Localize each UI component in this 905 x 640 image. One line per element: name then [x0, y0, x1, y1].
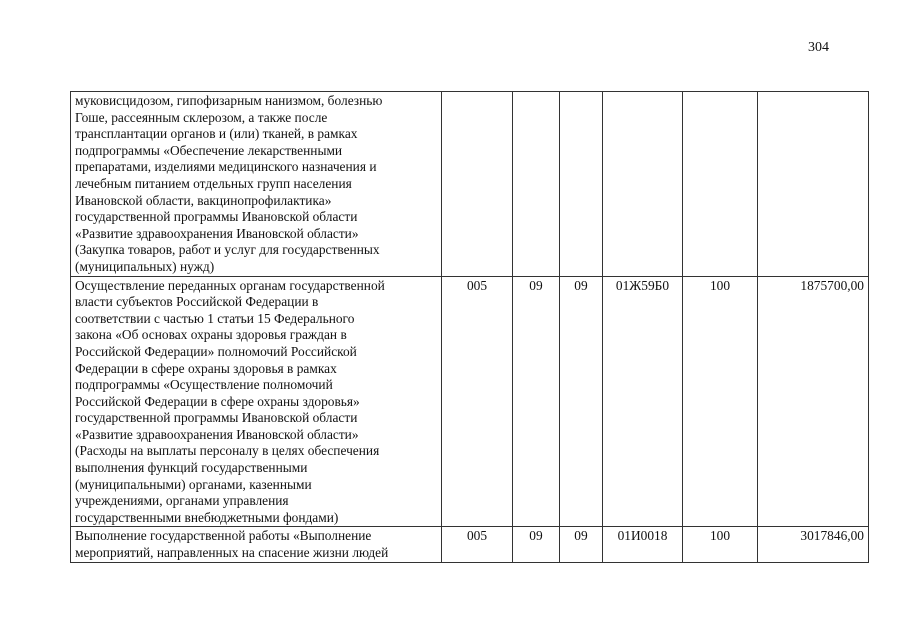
table-row: [71, 276, 869, 527]
description-line: «Развитие здравоохранения Ивановской области»: [75, 426, 359, 442]
subsection-code: [560, 92, 603, 277]
table-row: [71, 92, 869, 277]
description-line: государственной программы Ивановской области: [75, 410, 358, 426]
section-code: 09: [513, 527, 560, 562]
description-line: Выполнение государственной работы «Выполнение: [75, 528, 372, 544]
description-line: (Закупка товаров, работ и услуг для государственных: [75, 242, 380, 258]
description-line: государственной программы Ивановской области: [75, 209, 358, 225]
description-line: соответствии с частью 1 статьи 15 Федерального: [75, 310, 355, 326]
description-line: мероприятий, направленных на спасение жизни людей: [75, 545, 389, 561]
description-line: Гоше, рассеянным склерозом, а также после: [75, 109, 328, 125]
description-line: муковисцидозом, гипофизарным нанизмом, болезнью: [75, 93, 383, 108]
section-code: 09: [513, 276, 560, 527]
description-line: власти субъектов Российской Федерации в: [75, 294, 319, 310]
expense-type-code: [683, 92, 758, 277]
ministry-code: [442, 92, 513, 277]
description-line: «Развитие здравоохранения Ивановской области»: [75, 225, 359, 241]
row-description: [71, 527, 442, 562]
description-line: государственными внебюджетными фондами): [75, 509, 339, 525]
target-article-code: [603, 92, 683, 277]
row-description: [71, 92, 442, 277]
description-line: Российской Федерации» полномочий Российской: [75, 343, 357, 359]
budget-table: [70, 91, 869, 563]
amount: [758, 92, 869, 277]
description-line: Российской Федерации в сфере охраны здоровья»: [75, 393, 360, 409]
description-line: выполнения функций государственными: [75, 460, 308, 476]
subsection-code: 09: [560, 527, 603, 562]
description-line: подпрограммы «Осуществление полномочий: [75, 377, 333, 393]
expense-type-code: 100: [683, 276, 758, 527]
ministry-code: 005: [442, 527, 513, 562]
description-line: Ивановской области, вакцинопрофилактика»: [75, 192, 332, 208]
description-line: препаратами, изделиями медицинского назначения и: [75, 159, 377, 175]
description-line: подпрограммы «Обеспечение лекарственными: [75, 142, 343, 158]
expense-type-code: 100: [683, 527, 758, 562]
amount: 3017846,00: [758, 527, 869, 562]
table-row: [71, 527, 869, 562]
description-line: Федерации в сфере охраны здоровья в рамках: [75, 360, 337, 376]
description-line: Осуществление переданных органам государственной: [75, 277, 385, 293]
description-line: трансплантации органов и (или) тканей, в рамках: [75, 126, 358, 142]
ministry-code: 005: [442, 276, 513, 527]
page-number: 304: [808, 40, 829, 55]
description-line: лечебным питанием отдельных групп населения: [75, 175, 352, 191]
amount: 1875700,00: [758, 276, 869, 527]
target-article-code: 01И0018: [603, 527, 683, 562]
row-description: [71, 276, 442, 527]
description-line: (муниципальных) нужд): [75, 258, 215, 274]
target-article-code: 01Ж59Б0: [603, 276, 683, 527]
description-line: закона «Об основах охраны здоровья граждан в: [75, 327, 347, 343]
subsection-code: 09: [560, 276, 603, 527]
description-line: учреждениями, органами управления: [75, 493, 289, 509]
description-line: (муниципальными) органами, казенными: [75, 476, 312, 492]
description-line: (Расходы на выплаты персоналу в целях обеспечения: [75, 443, 380, 459]
section-code: [513, 92, 560, 277]
